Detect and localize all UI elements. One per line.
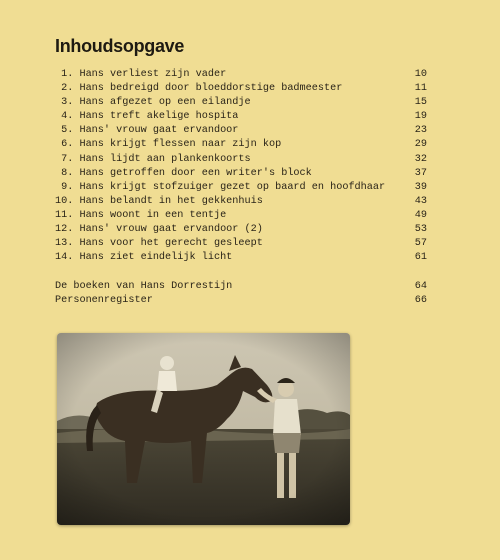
toc-page: 23 (414, 125, 427, 137)
toc-row (55, 68, 427, 82)
toc-row (55, 237, 427, 251)
toc-entry: 10. Hans belandt in het gekkenhuis (55, 195, 263, 207)
toc-entry: 12. Hans' vrouw gaat ervandoor (2) (55, 224, 263, 236)
toc-entry: 5. Hans' vrouw gaat ervandoor (55, 125, 239, 137)
toc-row (55, 167, 427, 181)
toc-entry: 14. Hans ziet eindelijk licht (55, 252, 233, 264)
toc-row (55, 223, 427, 237)
toc-page: 19 (414, 111, 427, 123)
toc-page: 15 (414, 97, 427, 109)
toc-page: 61 (414, 252, 427, 264)
toc-page: 29 (414, 139, 427, 151)
toc-page: 37 (414, 167, 427, 179)
toc-entry: Personenregister (55, 295, 153, 307)
toc-row (55, 209, 427, 223)
toc-entry: 6. Hans krijgt flessen naar zijn kop (55, 139, 282, 151)
toc-page: 43 (414, 195, 427, 207)
vintage-photo (57, 333, 350, 525)
toc-entry: 9. Hans krijgt stofzuiger gezet op baard en hoofdhaar (55, 181, 386, 193)
toc-row (55, 280, 427, 294)
toc-row (55, 138, 427, 152)
toc-entry: De boeken van Hans Dorrestijn (55, 281, 233, 292)
toc-row (55, 294, 427, 308)
toc-page: 10 (414, 69, 427, 80)
toc-row (55, 181, 427, 195)
toc-page: 39 (414, 181, 427, 193)
toc-page: 49 (414, 209, 427, 221)
toc-row (55, 153, 427, 167)
toc-entry: 8. Hans getroffen door een writer's block (55, 167, 312, 179)
toc-entry: 3. Hans afgezet op een eilandje (55, 97, 251, 109)
toc-entry: 7. Hans lijdt aan plankenkoorts (55, 153, 251, 165)
toc-page: 11 (414, 83, 427, 95)
toc-entry: 11. Hans woont in een tentje (55, 209, 227, 221)
toc-row (55, 124, 427, 138)
photo-illustration (57, 333, 350, 525)
toc-row (55, 195, 427, 209)
toc-page: 64 (414, 281, 427, 292)
toc-entry: 1. Hans verliest zijn vader (55, 69, 227, 80)
appendix-list (55, 280, 427, 308)
toc-row (55, 251, 427, 265)
toc-entry: 2. Hans bedreigd door bloeddorstige badmeester (55, 83, 343, 95)
toc-page: 53 (414, 224, 427, 236)
toc-row (55, 96, 427, 110)
page-title: Inhoudsopgave (55, 36, 185, 56)
toc-entry: 13. Hans voor het gerecht gesleept (55, 238, 263, 250)
toc-row (55, 110, 427, 124)
toc-page: 66 (414, 295, 427, 307)
toc-page: 57 (414, 238, 427, 250)
toc-row (55, 82, 427, 96)
table-of-contents (55, 68, 427, 265)
toc-entry: 4. Hans treft akelige hospita (55, 111, 239, 123)
toc-page: 32 (414, 153, 427, 165)
